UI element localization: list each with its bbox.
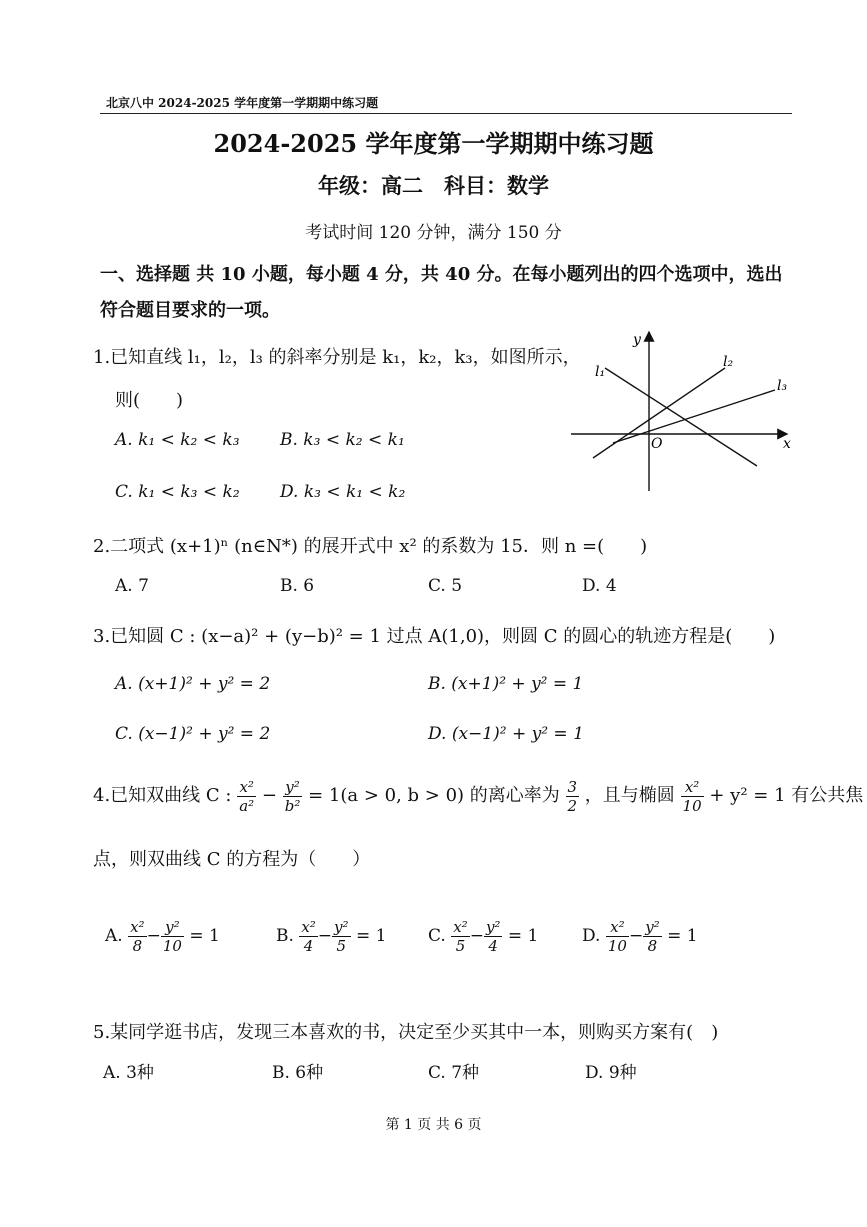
q4-frac-3-2: $\frac{3}{2}$: [567, 777, 578, 815]
q4-stem-b: = 1(a > 0, b > 0) 的离心率为: [308, 785, 560, 806]
q4-frac-y2-b2: $\frac{\text{y²}}{\text{b²}}$: [284, 777, 301, 815]
l3-label: l₃: [777, 378, 788, 394]
q4-option-c: C. $\frac{\text{x²}}{5}$ − $\frac{\text{y²}}{4}$ = 1: [428, 918, 539, 955]
q4-stem-c: ，且与椭圆: [584, 785, 675, 806]
q4-stem-a: 4.已知双曲线 C :: [93, 785, 232, 806]
q3-option-b: B. (x+1)² + y² = 1: [428, 674, 584, 694]
q2-stem: 2.二项式 (x+1)ⁿ (n∈N*) 的展开式中 x² 的系数为 15．则 n =( ): [93, 536, 648, 557]
q3-stem: 3.已知圆 C : (x−a)² + (y−b)² = 1 过点 A(1,0)，则圆 C 的圆心的轨迹方程是( ): [93, 626, 776, 647]
q3-option-c: C. (x−1)² + y² = 2: [115, 724, 271, 744]
section-heading: 一、选择题 共 10 小题，每小题 4 分，共 40 分。在每小题列出的四个选项中，选出符合题目要求的一项。: [100, 264, 783, 321]
line-l1: [605, 368, 757, 466]
q1-stem: 1.已知直线 l₁，l₂，l₃ 的斜率分别是 k₁，k₂，k₃，如图所示，: [93, 347, 581, 368]
q1-option-b: B. k₃ < k₂ < k₁: [280, 430, 405, 450]
l1-label: l₁: [595, 364, 606, 380]
q3-option-a: A. (x+1)² + y² = 2: [115, 674, 271, 694]
q1-stem2: 则( ): [115, 390, 184, 411]
q4-stem2: 点，则双曲线 C 的方程为（ ）: [93, 849, 371, 870]
origin-label: O: [651, 436, 663, 452]
page-title: 2024-2025 学年度第一学期期中练习题: [213, 129, 654, 158]
q3-option-d: D. (x−1)² + y² = 1: [428, 724, 584, 744]
page-footer: 第 1 页 共 6 页: [385, 1117, 482, 1133]
q2-option-c: C. 5: [428, 576, 463, 596]
q5-option-d: D. 9种: [585, 1063, 637, 1083]
q5-option-a: A. 3种: [103, 1063, 154, 1083]
grade-subject: 年级：高二 科目：数学: [318, 173, 549, 198]
q5-option-b: B. 6种: [272, 1063, 324, 1083]
lines-figure: [565, 326, 797, 494]
q4-stem-d: + y² = 1 有公共焦: [709, 785, 864, 806]
q1-option-a: A. k₁ < k₂ < k₃: [115, 430, 240, 450]
q4-option-b: B. $\frac{\text{x²}}{4}$ − $\frac{\text{y²}}{5}$ = 1: [276, 918, 387, 955]
q1-option-d: D. k₃ < k₁ < k₂: [280, 482, 406, 502]
q4-option-d: D. $\frac{\text{x²}}{10}$ − $\frac{\text{y²}}{8}$ = 1: [582, 918, 698, 955]
running-header: 北京八中 2024-2025 学年度第一学期期中练习题: [106, 96, 379, 110]
header-divider: [100, 113, 792, 114]
q2-option-a: A. 7: [115, 576, 149, 596]
line-l3: [613, 390, 775, 443]
q5-option-c: C. 7种: [428, 1063, 480, 1083]
q4-frac-x2-a2: $\frac{\text{x²}}{\text{a²}}$: [239, 777, 255, 815]
q2-option-b: B. 6: [280, 576, 315, 596]
q4-frac-x2-10: $\frac{\text{x²}}{10}$: [682, 777, 702, 815]
q4-option-a: A. $\frac{\text{x²}}{8}$ − $\frac{\text{y²}}{10}$ = 1: [105, 918, 220, 955]
q5-stem: 5.某同学逛书店，发现三本喜欢的书，决定至少买其中一本，则购买方案有( ): [93, 1022, 719, 1043]
q1-option-c: C. k₁ < k₃ < k₂: [115, 482, 240, 502]
y-axis-label: y: [633, 332, 641, 348]
exam-info: 考试时间 120 分钟，满分 150 分: [305, 223, 562, 243]
x-axis-label: x: [783, 436, 791, 452]
l2-label: l₂: [723, 354, 734, 370]
q2-option-d: D. 4: [582, 576, 617, 596]
q4-stem: 4.已知双曲线 C : $\frac{\text{x²}}{\text{a²}}$ − $\frac{\text{y²}}{\text{b²}}$ = 1(a > 0, b > 0) 的离心率为 $\frac{3}{2}$ ，且与椭圆 $\frac{\text{x²}}{10}$ + y² = 1 有公共焦: [93, 777, 864, 815]
